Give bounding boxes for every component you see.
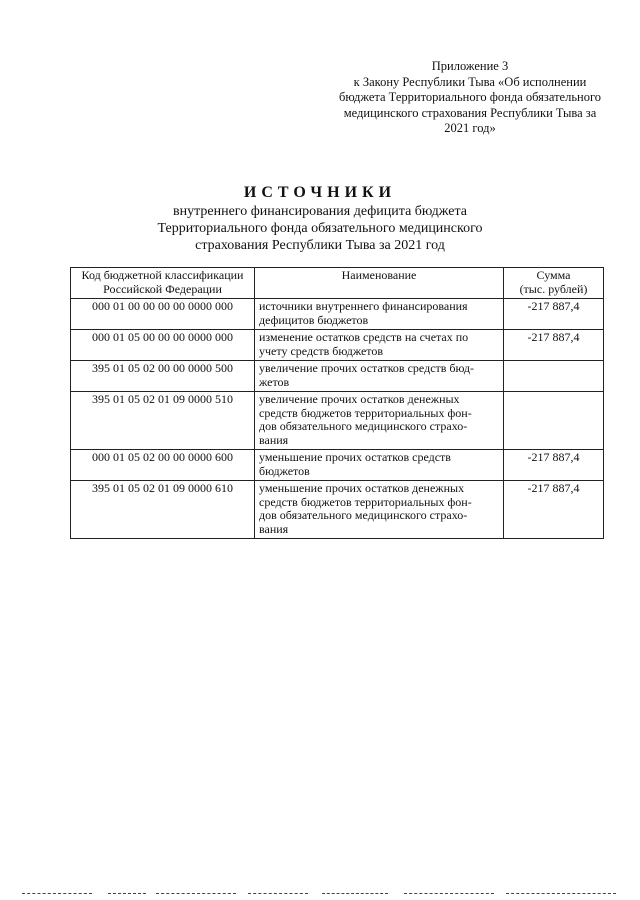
header-code-line: Российской Федерации (103, 281, 222, 296)
appendix-line: Приложение 3 (431, 59, 509, 73)
row-name-line: увеличение прочих остатков денежных (259, 392, 460, 406)
footer-divider (156, 893, 236, 894)
row-name-line: вания (259, 521, 289, 536)
row-sum (504, 361, 604, 392)
row-name-line: средств бюджетов территориальных фон- (259, 494, 472, 509)
header-sum-line: (тыс. рублей) (519, 281, 588, 296)
subtitle-line: Территориального фонда обязательного медицинского (157, 221, 483, 236)
header-code-line: Код бюджетной классификации (81, 268, 244, 282)
row-sum: -217 887,4 (504, 450, 604, 481)
row-name-line: дов обязательного медицинского страхо- (259, 419, 468, 433)
row-name (255, 330, 504, 361)
document-subtitle (0, 203, 640, 254)
table-row (71, 330, 604, 361)
row-name-line: уменьшение прочих остатков средств (259, 450, 451, 464)
row-name-line: источники внутреннего финансирования (259, 299, 468, 313)
row-name-line: вания (259, 432, 289, 447)
subtitle-line: внутреннего финансирования дефицита бюджета (173, 204, 467, 219)
appendix-reference (330, 59, 610, 137)
row-name (255, 299, 504, 330)
row-name-line: уменьшение прочих остатков денежных (259, 481, 465, 495)
row-name-line: увеличение прочих остатков средств бюд- (259, 361, 474, 375)
row-code: 395 01 05 02 01 09 0000 510 (71, 392, 255, 450)
sources-table (70, 267, 604, 539)
row-code: 000 01 00 00 00 00 0000 000 (71, 299, 255, 330)
row-name-line: дефицитов бюджетов (259, 312, 369, 327)
appendix-line: бюджета Территориального фонда обязательного (338, 90, 602, 104)
row-code: 000 01 05 00 00 00 0000 000 (71, 330, 255, 361)
row-sum: -217 887,4 (504, 481, 604, 539)
row-name-line: изменение остатков средств на счетах по (259, 330, 469, 344)
footer-divider (22, 893, 92, 894)
row-name-line: учету средств бюджетов (259, 343, 384, 358)
row-sum (504, 392, 604, 450)
document-title: ИСТОЧНИКИ (243, 184, 397, 201)
table-row (71, 392, 604, 450)
header-name-line: Наименование (341, 268, 417, 282)
footer-divider (248, 893, 308, 894)
footer-divider (506, 893, 616, 894)
appendix-line: к Закону Республики Тыва «Об исполнении (353, 74, 587, 89)
header-sum-line: Сумма (536, 268, 571, 282)
row-name-line: средств бюджетов территориальных фон- (259, 405, 472, 420)
row-name-line: жетов (259, 374, 290, 389)
row-name (255, 392, 504, 450)
row-sum: -217 887,4 (504, 299, 604, 330)
row-name-line: бюджетов (259, 463, 310, 478)
row-sum: -217 887,4 (504, 330, 604, 361)
appendix-line: медицинского страхования Республики Тыва за (343, 105, 597, 120)
row-code: 395 01 05 02 00 00 0000 500 (71, 361, 255, 392)
row-name (255, 361, 504, 392)
row-name (255, 450, 504, 481)
header-sum (504, 268, 604, 299)
row-name-line: дов обязательного медицинского страхо- (259, 508, 468, 522)
appendix-line: 2021 год» (444, 121, 496, 135)
header-name (255, 268, 504, 299)
table-header-row (71, 268, 604, 299)
subtitle-line: страхования Республики Тыва за 2021 год (195, 238, 445, 253)
header-code (71, 268, 255, 299)
row-code: 395 01 05 02 01 09 0000 610 (71, 481, 255, 539)
row-name (255, 481, 504, 539)
row-code: 000 01 05 02 00 00 0000 600 (71, 450, 255, 481)
footer-divider (322, 893, 388, 894)
table-row (71, 481, 604, 539)
table-row (71, 299, 604, 330)
table-row (71, 450, 604, 481)
footer-divider (404, 893, 494, 894)
table-row (71, 361, 604, 392)
footer-divider (108, 893, 146, 894)
